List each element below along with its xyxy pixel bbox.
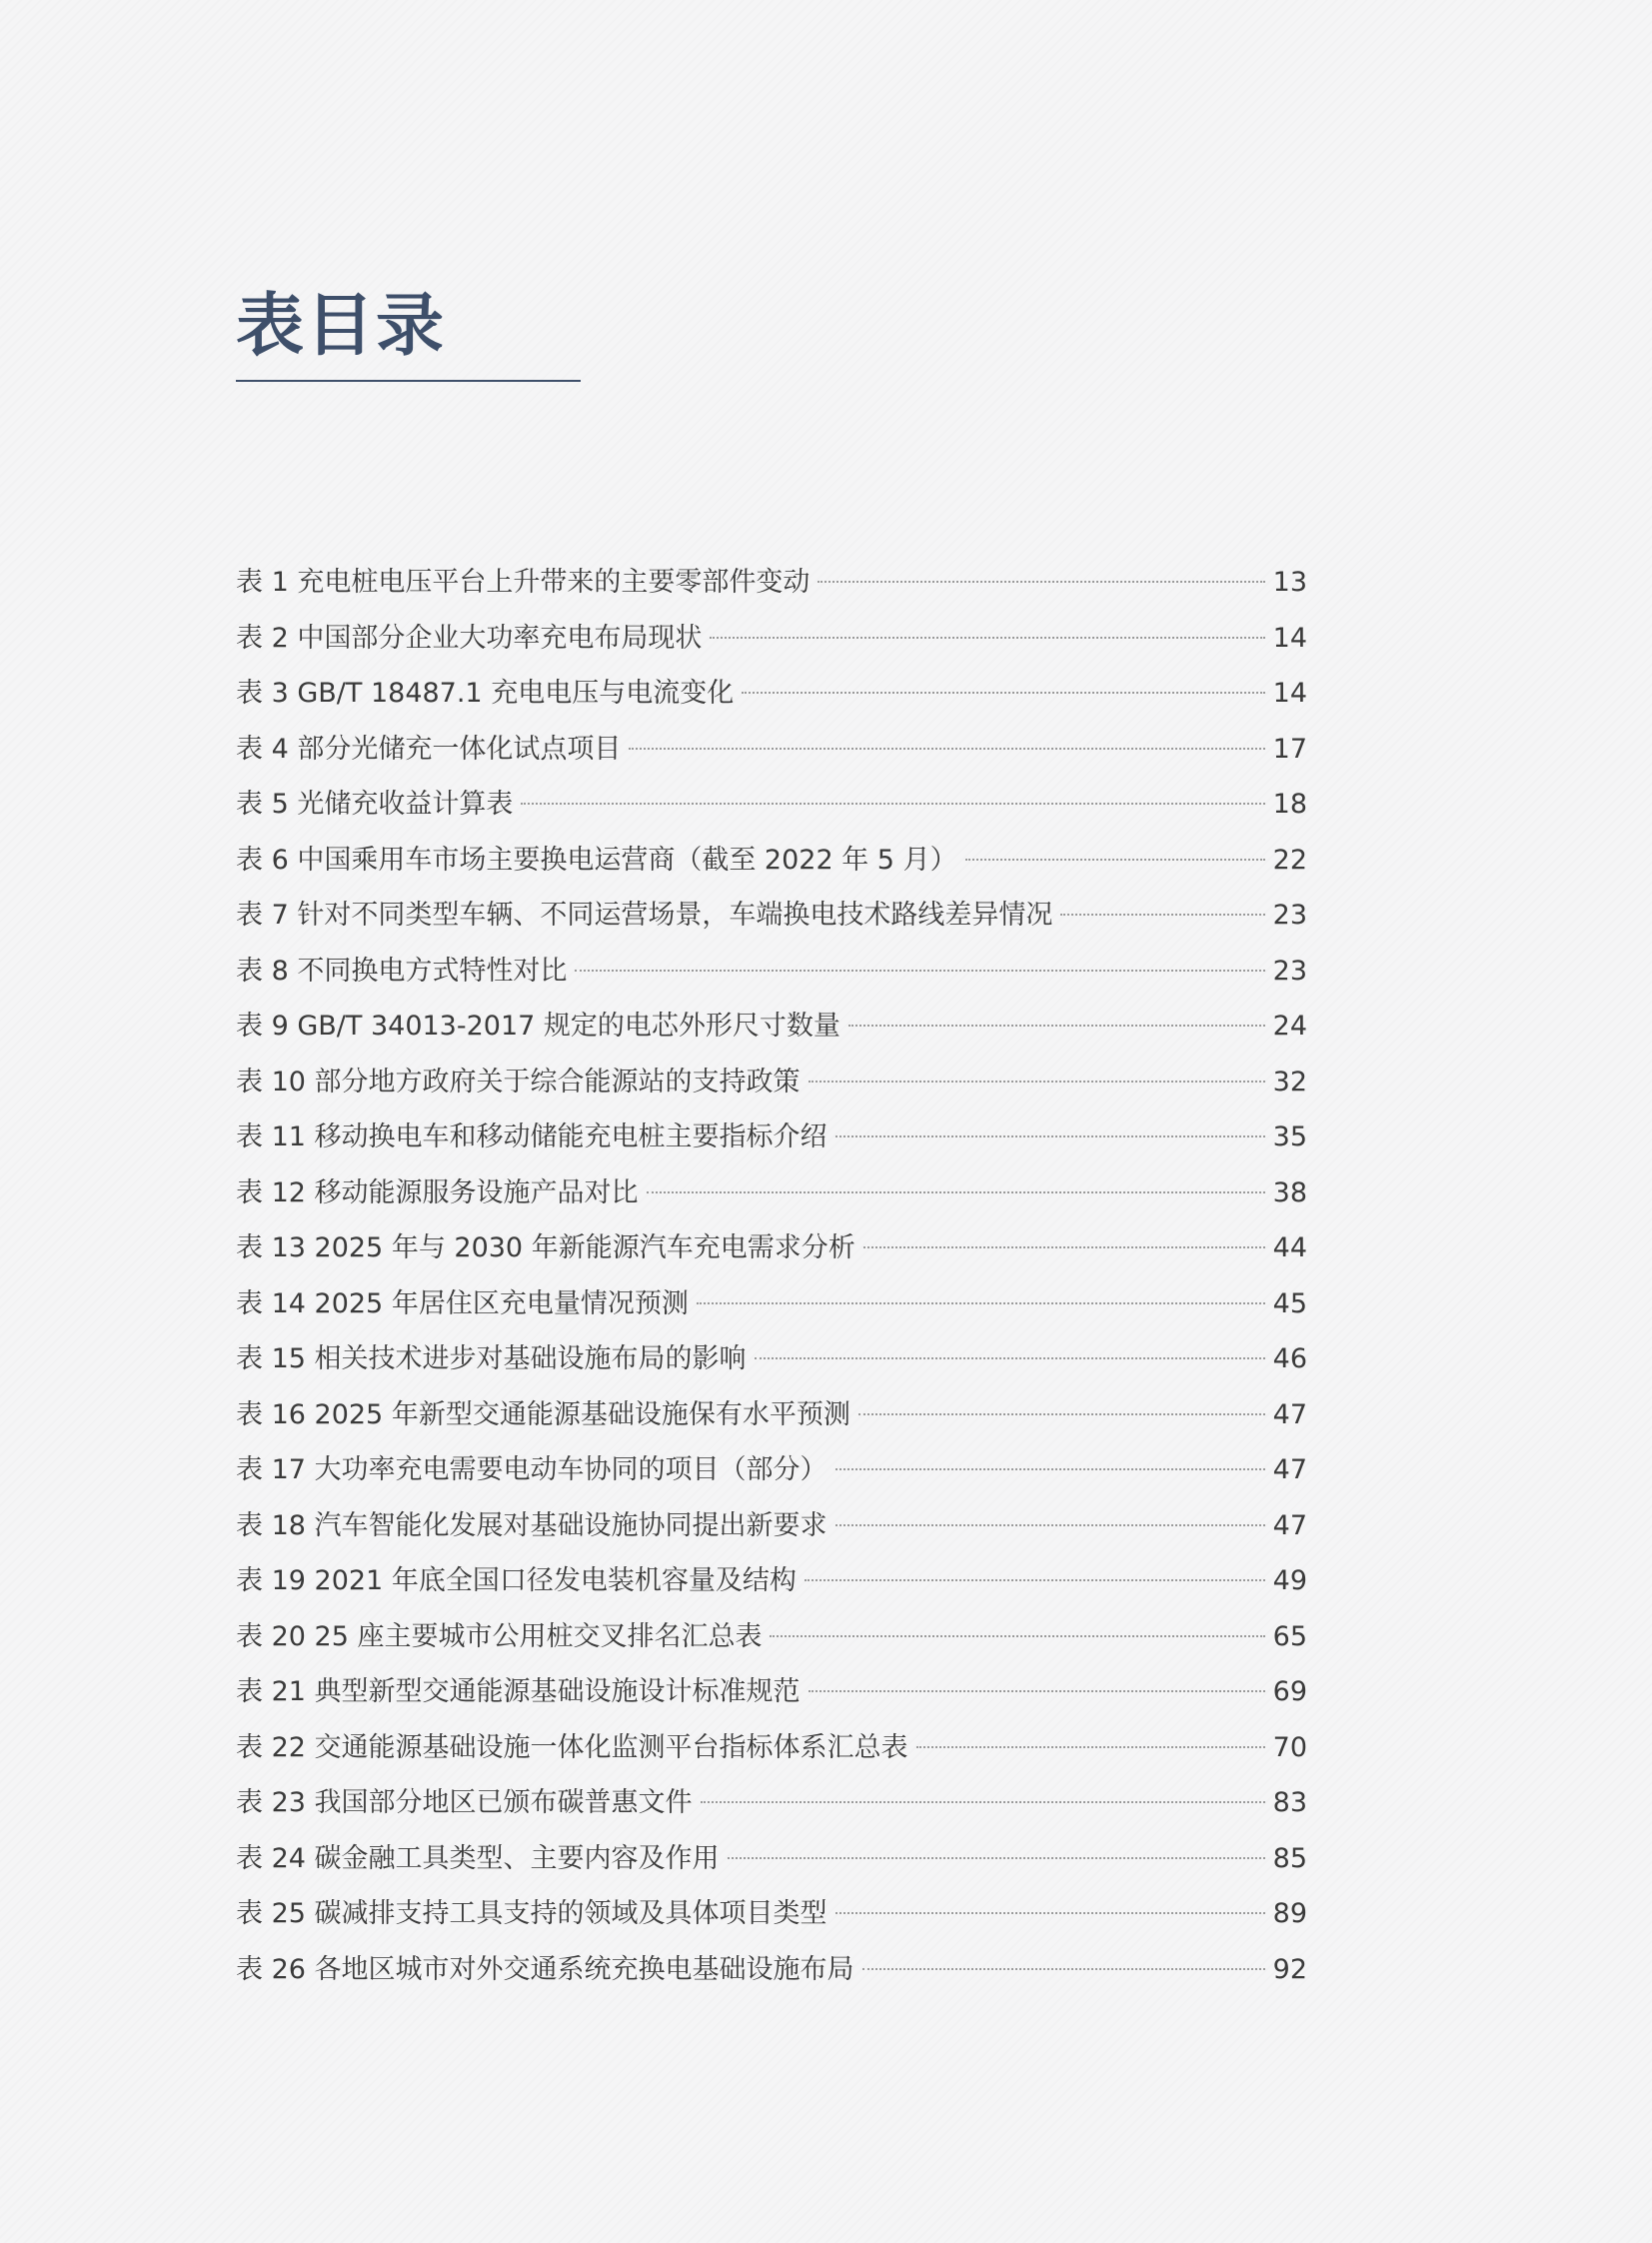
toc-entry[interactable] — [236, 1447, 1307, 1503]
page-title: 表目录 — [236, 287, 447, 366]
toc-entry[interactable] — [236, 1503, 1307, 1559]
toc-entry-page-number: 38 — [1272, 1176, 1307, 1208]
dot-leader — [521, 803, 1264, 805]
dot-leader — [835, 1524, 1265, 1526]
toc-entry-label: 表 12 移动能源服务设施产品对比 — [236, 1176, 639, 1208]
dot-leader — [835, 1468, 1265, 1470]
toc-entry[interactable] — [236, 1170, 1307, 1226]
toc-entry-label: 表 2 中国部分企业大功率充电布局现状 — [236, 622, 703, 654]
toc-entry-label: 表 26 各地区城市对外交通系统充换电基础设施布局 — [236, 1953, 854, 1985]
toc-entry-page-number: 17 — [1272, 733, 1307, 765]
toc-entry-label: 表 25 碳减排支持工具支持的领域及具体项目类型 — [236, 1898, 827, 1929]
toc-entry-label: 表 18 汽车智能化发展对基础设施协同提出新要求 — [236, 1509, 827, 1541]
toc-entry-label: 表 13 2025 年与 2030 年新能源汽车充电需求分析 — [236, 1232, 855, 1263]
dot-leader — [858, 1413, 1265, 1415]
toc-entry-page-number: 23 — [1272, 900, 1307, 931]
toc-entry[interactable] — [236, 1336, 1307, 1392]
toc-entry[interactable] — [236, 1281, 1307, 1337]
dot-leader — [862, 1968, 1265, 1970]
toc-entry-page-number: 23 — [1272, 955, 1307, 987]
toc-entry-page-number: 35 — [1272, 1122, 1307, 1152]
toc-entry[interactable] — [236, 1669, 1307, 1725]
dot-leader — [770, 1635, 1264, 1637]
toc-entry-label: 表 3 GB/T 18487.1 充电电压与电流变化 — [236, 678, 735, 709]
toc-entry-label: 表 24 碳金融工具类型、主要内容及作用 — [236, 1842, 720, 1874]
dot-leader — [728, 1857, 1265, 1859]
toc-entry-page-number: 92 — [1272, 1953, 1307, 1985]
toc-entry-page-number: 70 — [1272, 1731, 1307, 1763]
dot-leader — [835, 1135, 1265, 1137]
toc-entry-label: 表 9 GB/T 34013-2017 规定的电芯外形尺寸数量 — [236, 1011, 840, 1042]
toc-entry[interactable] — [236, 1060, 1307, 1116]
dot-leader — [647, 1191, 1265, 1193]
toc-entry-page-number: 47 — [1272, 1509, 1307, 1541]
toc-entry-page-number: 65 — [1272, 1620, 1307, 1652]
dot-leader — [742, 692, 1264, 694]
toc-entry[interactable] — [236, 1836, 1307, 1892]
dot-leader — [965, 859, 1265, 861]
toc-entry-page-number: 46 — [1272, 1343, 1307, 1374]
dot-leader — [805, 1579, 1265, 1581]
dot-leader — [818, 581, 1264, 583]
dot-leader — [710, 637, 1264, 639]
toc-entry-page-number: 14 — [1272, 622, 1307, 654]
toc-entry-label: 表 4 部分光储充一体化试点项目 — [236, 733, 622, 765]
toc-entry-label: 表 1 充电桩电压平台上升带来的主要零部件变动 — [236, 567, 811, 598]
toc-entry-label: 表 5 光储充收益计算表 — [236, 789, 514, 820]
dot-leader — [701, 1801, 1265, 1803]
toc-entry-page-number: 14 — [1272, 678, 1307, 709]
toc-entry-page-number: 89 — [1272, 1898, 1307, 1929]
toc-entry[interactable] — [236, 1004, 1307, 1060]
toc-entry-label: 表 6 中国乘用车市场主要换电运营商（截至 2022 年 5 月） — [236, 844, 957, 876]
toc-entry-page-number: 24 — [1272, 1011, 1307, 1042]
dot-leader — [1060, 914, 1264, 916]
toc-entry-label: 表 21 典型新型交通能源基础设施设计标准规范 — [236, 1676, 801, 1707]
toc-entry-label: 表 23 我国部分地区已颁布碳普惠文件 — [236, 1787, 693, 1818]
toc-entry-label: 表 17 大功率充电需要电动车协同的项目（部分） — [236, 1454, 827, 1485]
toc-entry-page-number: 32 — [1272, 1066, 1307, 1098]
dot-leader — [835, 1912, 1265, 1914]
table-of-contents — [236, 560, 1307, 2002]
dot-leader — [755, 1357, 1265, 1359]
toc-entry-page-number: 49 — [1272, 1565, 1307, 1596]
toc-entry[interactable] — [236, 838, 1307, 894]
toc-entry[interactable] — [236, 893, 1307, 949]
toc-entry-page-number: 69 — [1272, 1676, 1307, 1707]
toc-entry-label: 表 20 25 座主要城市公用桩交叉排名汇总表 — [236, 1620, 763, 1652]
toc-entry-label: 表 14 2025 年居住区充电量情况预测 — [236, 1287, 689, 1319]
toc-entry-page-number: 22 — [1272, 844, 1307, 876]
dot-leader — [809, 1081, 1265, 1083]
toc-entry-label: 表 10 部分地方政府关于综合能源站的支持政策 — [236, 1066, 801, 1098]
toc-entry[interactable] — [236, 727, 1307, 783]
toc-entry-page-number: 18 — [1272, 789, 1307, 820]
dot-leader — [575, 970, 1264, 972]
toc-entry[interactable] — [236, 616, 1307, 672]
toc-entry-page-number: 83 — [1272, 1787, 1307, 1818]
toc-entry-label: 表 16 2025 年新型交通能源基础设施保有水平预测 — [236, 1398, 850, 1430]
toc-entry[interactable] — [236, 1115, 1307, 1170]
toc-entry[interactable] — [236, 1780, 1307, 1836]
toc-entry[interactable] — [236, 671, 1307, 727]
toc-entry-page-number: 47 — [1272, 1398, 1307, 1430]
dot-leader — [863, 1246, 1265, 1248]
dot-leader — [916, 1746, 1265, 1748]
toc-entry[interactable] — [236, 1891, 1307, 1947]
toc-entry-label: 表 15 相关技术进步对基础设施布局的影响 — [236, 1343, 747, 1374]
toc-entry[interactable] — [236, 1558, 1307, 1614]
toc-entry-label: 表 7 针对不同类型车辆、不同运营场景，车端换电技术路线差异情况 — [236, 900, 1053, 931]
toc-entry[interactable] — [236, 949, 1307, 1005]
toc-entry-page-number: 47 — [1272, 1454, 1307, 1485]
toc-entry-page-number: 44 — [1272, 1232, 1307, 1263]
toc-entry[interactable] — [236, 1392, 1307, 1448]
toc-entry[interactable] — [236, 1614, 1307, 1670]
dot-leader — [848, 1025, 1265, 1027]
dot-leader — [809, 1690, 1265, 1692]
toc-entry-label: 表 11 移动换电车和移动储能充电桩主要指标介绍 — [236, 1122, 827, 1152]
toc-entry[interactable] — [236, 1725, 1307, 1781]
toc-entry[interactable] — [236, 782, 1307, 838]
toc-entry[interactable] — [236, 1225, 1307, 1281]
toc-entry-page-number: 45 — [1272, 1287, 1307, 1319]
toc-entry-page-number: 13 — [1272, 567, 1307, 598]
toc-entry[interactable] — [236, 560, 1307, 616]
toc-entry-label: 表 22 交通能源基础设施一体化监测平台指标体系汇总表 — [236, 1731, 908, 1763]
toc-entry-page-number: 85 — [1272, 1842, 1307, 1874]
toc-entry[interactable] — [236, 1947, 1307, 2003]
dot-leader — [697, 1302, 1265, 1304]
title-underline — [236, 380, 581, 382]
toc-entry-label: 表 19 2021 年底全国口径发电装机容量及结构 — [236, 1565, 797, 1596]
toc-entry-label: 表 8 不同换电方式特性对比 — [236, 955, 568, 987]
dot-leader — [629, 748, 1264, 750]
